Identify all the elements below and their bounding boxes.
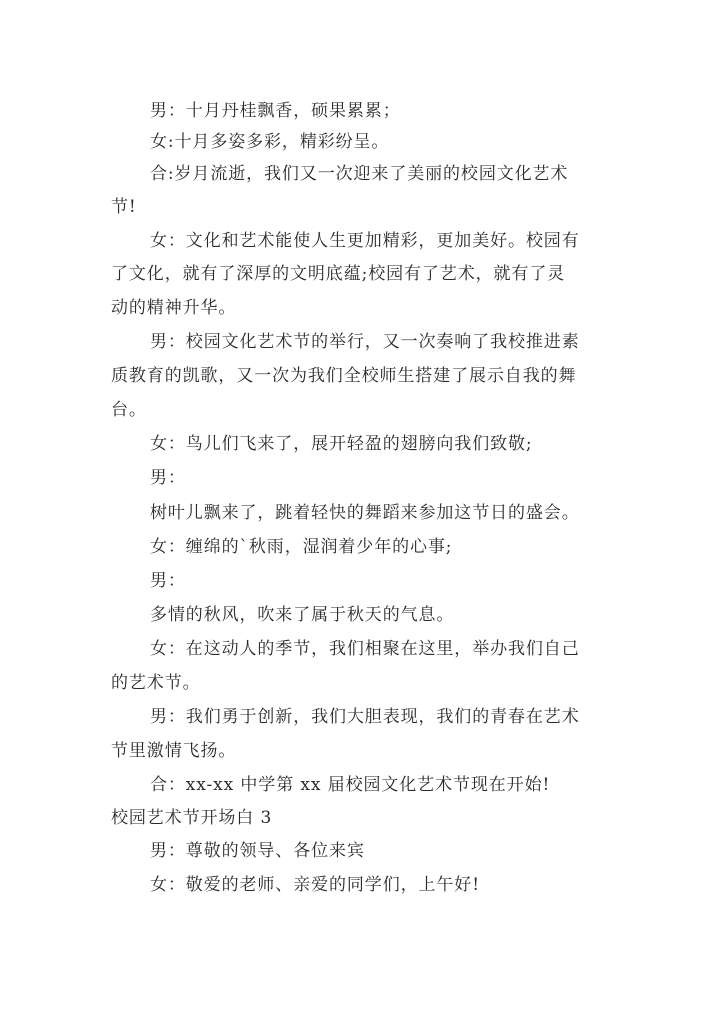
text-line: 合:岁月流逝，我们又一次迎来了美丽的校园文化艺术 <box>150 164 569 184</box>
text-line: 合：xx-xx 中学第 xx 届校园文化艺术节现在开始! <box>150 775 551 795</box>
text-line: 女：鸟儿们飞来了，展开轻盈的翅膀向我们致敬; <box>150 434 533 454</box>
text-line: 了文化，就有了深厚的文明底蕴;校园有了艺术，就有了灵 <box>111 264 566 284</box>
text-line: 多情的秋风，吹来了属于秋天的气息。 <box>150 605 455 625</box>
text-line: 男： <box>150 571 186 591</box>
text-line: 的艺术节。 <box>111 673 201 693</box>
text-line: 动的精神升华。 <box>111 298 237 318</box>
text-line: 男：我们勇于创新，我们大胆表现，我们的青春在艺术 <box>150 707 580 727</box>
text-line: 男：尊敬的领导、各位来宾 <box>150 841 365 861</box>
text-line: 女：敬爱的老师、亲爱的同学们，上午好! <box>150 875 480 895</box>
text-line: 台。 <box>111 400 147 420</box>
text-line: 男：校园文化艺术节的举行，又一次奏响了我校推进素 <box>150 332 580 352</box>
section-heading: 校园艺术节开场白 3 <box>111 808 273 828</box>
text-line: 女:十月多姿多彩，精彩纷呈。 <box>150 132 390 152</box>
text-line: 节里激情飞扬。 <box>111 741 237 761</box>
text-line: 质教育的凯歌，又一次为我们全校师生搭建了展示自我的舞 <box>111 366 577 386</box>
text-line: 女：缠绵的`秋雨，湿润着少年的心事; <box>150 537 453 557</box>
text-line: 女：文化和艺术能使人生更加精彩，更加美好。校园有 <box>150 231 580 251</box>
text-line: 树叶儿飘来了，跳着轻快的舞蹈来参加这节日的盛会。 <box>150 503 580 523</box>
text-line: 女：在这动人的季节，我们相聚在这里，举办我们自己 <box>150 639 580 659</box>
text-line: 节! <box>111 197 137 217</box>
text-line: 男：十月丹桂飘香，硕果累累； <box>150 101 401 121</box>
text-line: 男： <box>150 468 186 488</box>
